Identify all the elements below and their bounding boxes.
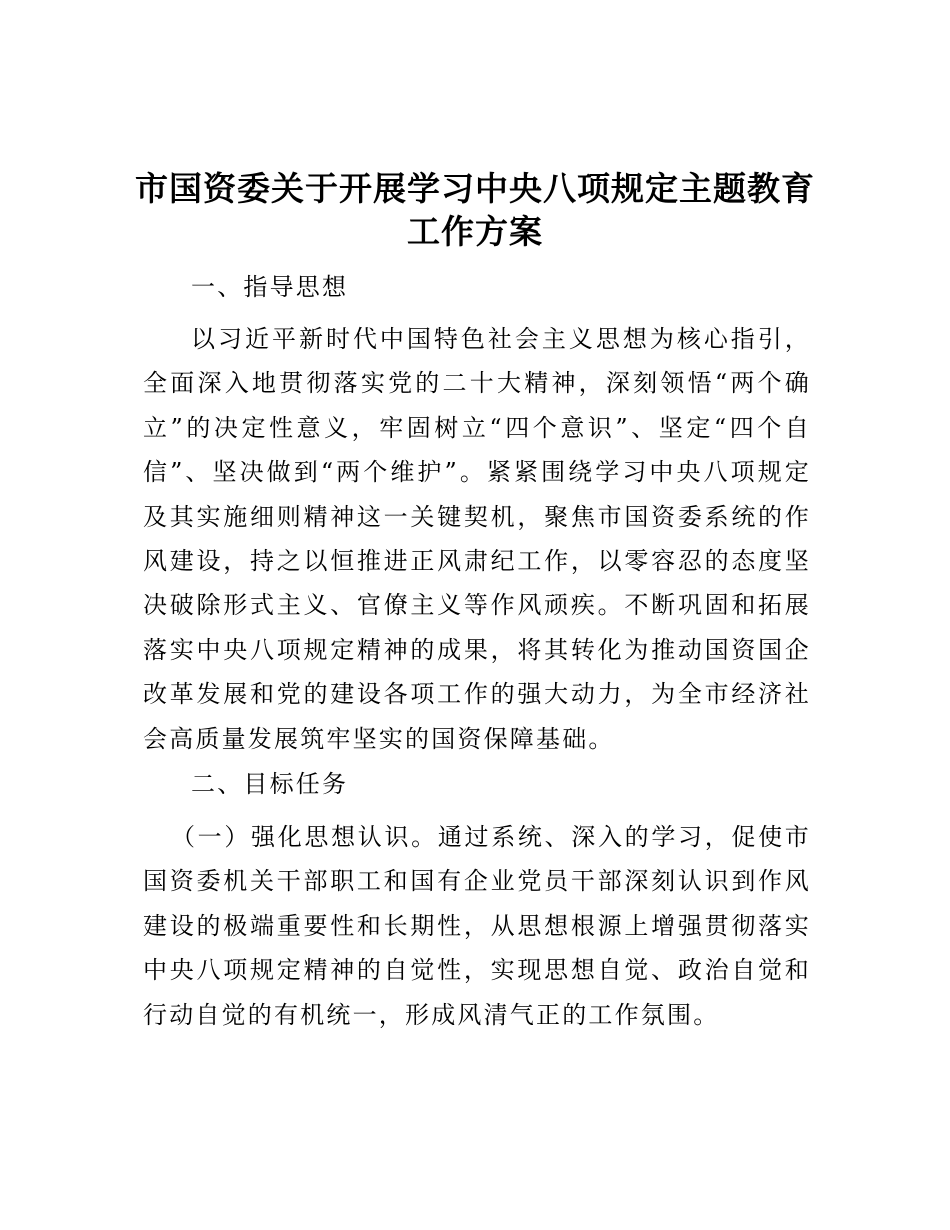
- paragraph-strengthen-awareness: （一）强化思想认识。通过系统、深入的学习，促使市国资委机关干部职工和国有企业党员干部深刻认识到作风建设的极端重要性和长期性，从思想根源上增强贯彻落实中央八项规定精神的自觉性，实现思想自觉、政治自觉和行动自觉的有机统一，形成风清气正的工作氛围。: [143, 823, 811, 1029]
- document-title-line-1: 市国资委关于开展学习中央八项规定主题教育: [135, 169, 815, 208]
- paragraph-guiding-ideology: 以习近平新时代中国特色社会主义思想为核心指引，全面深入地贯彻落实党的二十大精神，深刻领悟“两个确立”的决定性意义，牢固树立“四个意识”、坚定“四个自信”、坚决做到“两个维护”。紧紧围绕学习中央八项规定及其实施细则精神这一关键契机，聚焦市国资委系统的作风建设，持之以恒推进正风肃纪工作，以零容忍的态度坚决破除形式主义、官僚主义等作风顽疾。不断巩固和拓展落实中央八项规定精神的成果，将其转化为推动国资国企改革发展和党的建设各项工作的强大动力，为全市经济社会高质量发展筑牢坚实的国资保障基础。: [143, 325, 811, 753]
- document-title-line-2: 工作方案: [407, 212, 543, 251]
- section-heading-goals-tasks: 二、目标任务: [191, 770, 349, 798]
- section-heading-guiding-ideology: 一、指导思想: [191, 273, 349, 301]
